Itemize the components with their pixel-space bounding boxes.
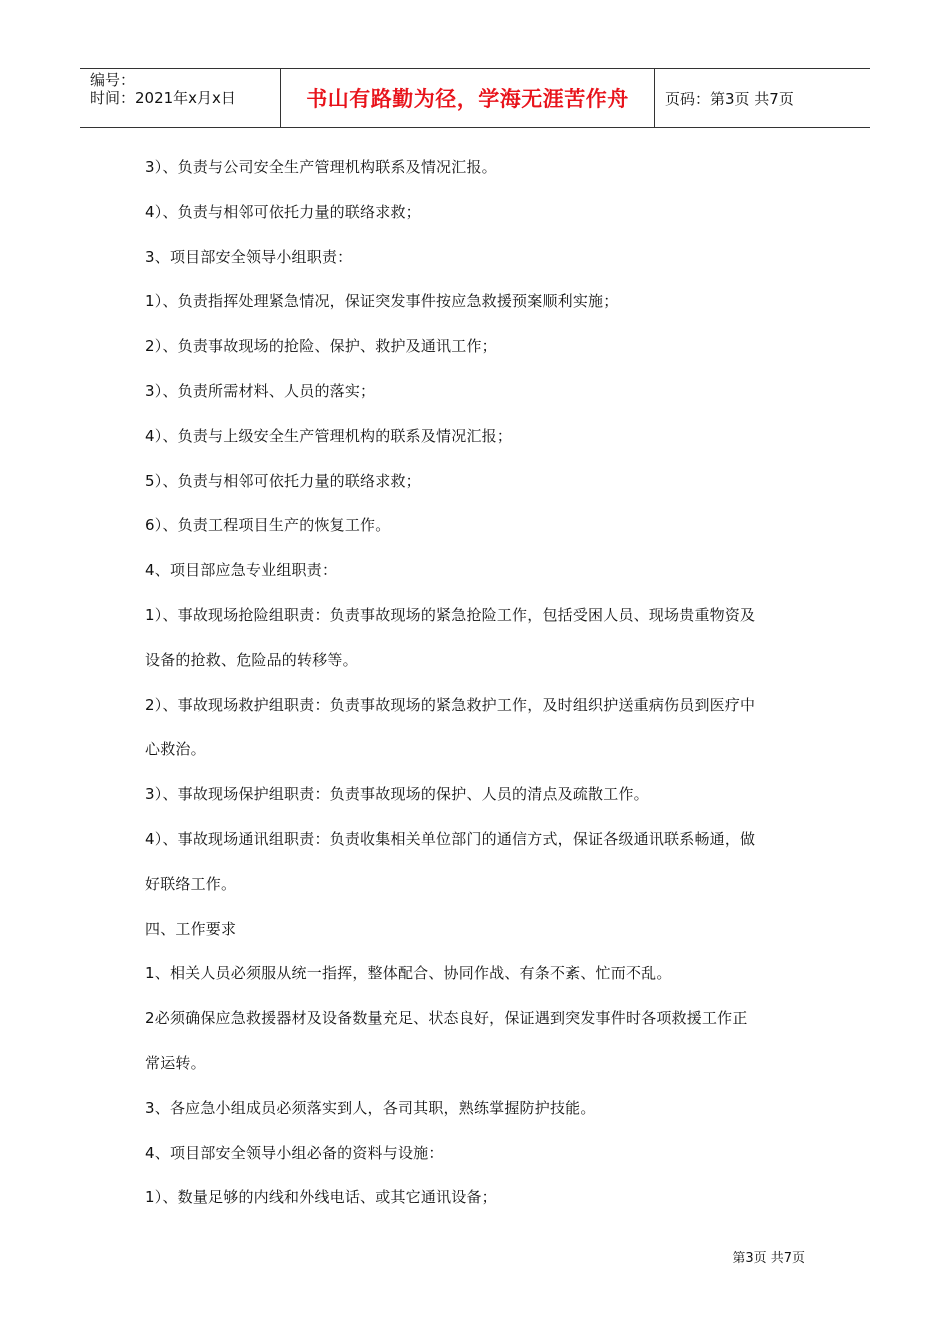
header-page-number: 页码：第3页 共7页 xyxy=(665,89,794,108)
page-header xyxy=(80,68,870,128)
text-line: 2必须确保应急救援器材及设备数量充足、状态良好，保证遇到突发事件时各项救援工作正 xyxy=(145,1009,748,1028)
text-line: 好联络工作。 xyxy=(145,874,237,893)
text-line: 1）、数量足够的内线和外线电话、或其它通讯设备； xyxy=(145,1188,497,1207)
text-line: 4）、负责与上级安全生产管理机构的联系及情况汇报； xyxy=(145,426,513,445)
text-line: 3）、负责所需材料、人员的落实； xyxy=(145,381,376,400)
document-body xyxy=(145,150,815,1225)
page-footer: 第3页 共7页 xyxy=(732,1251,805,1266)
text-line: 2）、负责事故现场的抢险、保护、救护及通讯工作； xyxy=(145,337,497,356)
text-line: 2）、事故现场救护组职责：负责事故现场的紧急救护工作，及时组织护送重病伤员到医疗中 xyxy=(145,695,756,714)
text-line: 1）、事故现场抢险组职责：负责事故现场的紧急抢险工作，包括受困人员、现场贵重物资及 xyxy=(145,605,756,624)
header-motto: 书山有路勤为径，学海无涯苦作舟 xyxy=(281,69,655,127)
text-line: 4）、事故现场通讯组职责：负责收集相关单位部门的通信方式，保证各级通讯联系畅通，做 xyxy=(145,829,756,848)
text-line: 心救治。 xyxy=(145,740,206,759)
header-info-cell xyxy=(80,69,281,127)
text-line: 设备的抢救、危险品的转移等。 xyxy=(145,650,358,669)
text-line: 6）、负责工程项目生产的恢复工作。 xyxy=(145,516,391,535)
document-number-label: 编号： xyxy=(90,71,136,89)
text-line: 常运转。 xyxy=(145,1053,206,1072)
text-line: 5）、负责与相邻可依托力量的联络求救； xyxy=(145,471,421,490)
text-line: 3）、负责与公司安全生产管理机构联系及情况汇报。 xyxy=(145,158,497,176)
text-line: 4）、负责与相邻可依托力量的联络求救； xyxy=(145,202,421,221)
text-line: 3、各应急小组成员必须落实到人，各司其职，熟练掌握防护技能。 xyxy=(145,1098,596,1117)
section-heading: 四、工作要求 xyxy=(145,919,237,938)
document-date: 时间：2021年x月x日 xyxy=(90,89,236,107)
text-line: 4、项目部安全领导小组必备的资料与设施： xyxy=(145,1143,444,1162)
text-line: 3）、事故现场保护组职责：负责事故现场的保护、人员的清点及疏散工作。 xyxy=(145,785,649,804)
section-heading: 4、项目部应急专业组职责： xyxy=(145,561,338,580)
text-line: 1）、负责指挥处理紧急情况，保证突发事件按应急救援预案顺利实施； xyxy=(145,292,619,311)
section-heading: 3、项目部安全领导小组职责： xyxy=(145,247,353,266)
text-line: 1、相关人员必须服从统一指挥，整体配合、协同作战、有条不紊、忙而不乱。 xyxy=(145,964,672,983)
